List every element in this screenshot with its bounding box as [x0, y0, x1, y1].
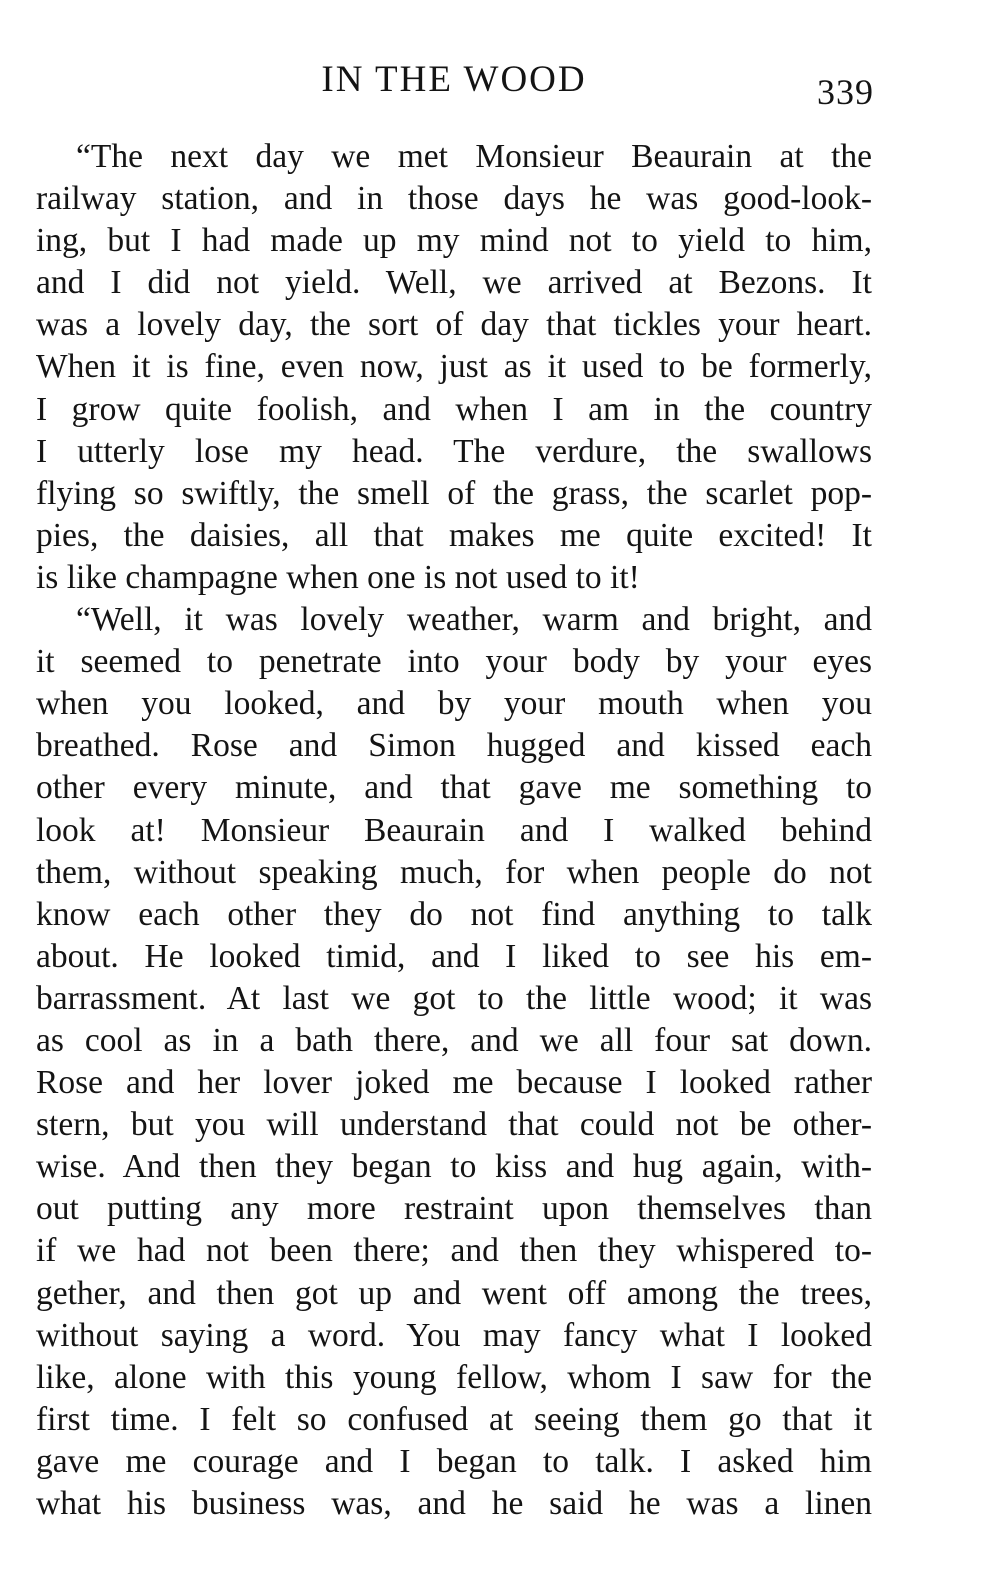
text-line: first time. I felt so confused at seeing them go that it	[36, 1400, 872, 1438]
text-line: them, without speaking much, for when people do not	[36, 853, 872, 891]
text-line: “Well, it was lovely weather, warm and bright, and	[76, 601, 872, 639]
text-line: was a lovely day, the sort of day that tickles your heart.	[36, 306, 872, 344]
page-header	[36, 58, 872, 118]
text-line: look at! Monsieur Beaurain and I walked behind	[36, 811, 872, 849]
text-line: when you looked, and by your mouth when you	[36, 685, 872, 723]
text-line: is like champagne when one is not used to it!	[36, 558, 640, 596]
text-line: stern, but you will understand that could not be other-	[36, 1106, 872, 1144]
text-line: gave me courage and I began to talk. I asked him	[36, 1442, 872, 1480]
text-line: and I did not yield. Well, we arrived at Bezons. It	[36, 264, 872, 302]
running-title: IN THE WOOD	[321, 59, 587, 100]
text-line: as cool as in a bath there, and we all four sat down.	[36, 1021, 872, 1059]
page-number: 339	[817, 72, 874, 112]
text-line: gether, and then got up and went off among the trees,	[36, 1274, 872, 1312]
text-line: other every minute, and that gave me something to	[36, 769, 872, 807]
text-line: about. He looked timid, and I liked to see his em-	[36, 937, 872, 975]
text-line: railway station, and in those days he was good-look-	[36, 180, 872, 218]
text-line: I utterly lose my head. The verdure, the swallows	[36, 432, 872, 470]
text-line: out putting any more restraint upon themselves than	[36, 1190, 872, 1228]
text-line: breathed. Rose and Simon hugged and kissed each	[36, 727, 872, 765]
text-line: like, alone with this young fellow, whom I saw for the	[36, 1358, 872, 1396]
text-line: When it is fine, even now, just as it used to be formerly,	[36, 348, 872, 386]
text-line: if we had not been there; and then they whispered to-	[36, 1232, 872, 1270]
body-text	[36, 136, 872, 1525]
text-line: know each other they do not find anything to talk	[36, 895, 872, 933]
text-line: it seemed to penetrate into your body by your eyes	[36, 643, 872, 681]
text-line: what his business was, and he said he was a linen	[36, 1485, 872, 1522]
text-line: barrassment. At last we got to the little wood; it was	[36, 979, 872, 1017]
text-line: “The next day we met Monsieur Beaurain at the	[76, 138, 872, 175]
text-line: without saying a word. You may fancy what I looked	[36, 1316, 872, 1354]
text-line: flying so swiftly, the smell of the grass, the scarlet pop-	[36, 474, 872, 512]
text-line: Rose and her lover joked me because I looked rather	[36, 1064, 872, 1102]
text-line: wise. And then they began to kiss and hug again, with-	[36, 1148, 872, 1186]
text-line: ing, but I had made up my mind not to yield to him,	[36, 222, 872, 260]
text-line: I grow quite foolish, and when I am in the country	[36, 390, 872, 428]
text-line: pies, the daisies, all that makes me quite excited! It	[36, 516, 872, 554]
